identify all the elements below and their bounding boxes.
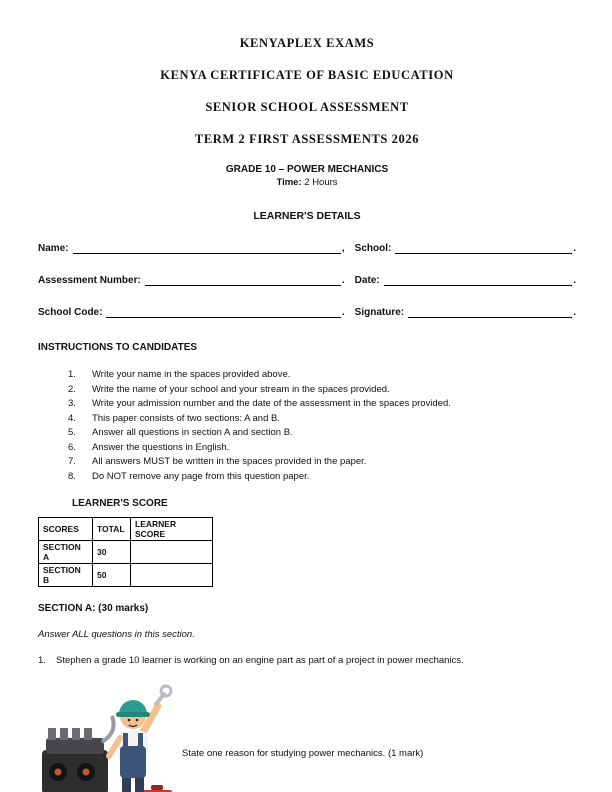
instruction-number: 5. [68, 427, 76, 438]
score-cell-learner-blank [131, 563, 213, 586]
instruction-text: Answer all questions in section A and section B. [92, 427, 293, 438]
instruction-text: Write your admission number and the date of the assessment in the spaces provided. [92, 398, 451, 409]
instructions-title: INSTRUCTIONS TO CANDIDATES [38, 342, 198, 353]
question-1 [38, 655, 576, 666]
score-header-learner: LEARNER SCORE [131, 517, 213, 540]
instruction-item [68, 442, 576, 453]
instruction-item [68, 413, 576, 424]
instruction-item [68, 398, 576, 409]
name-write-in-line [73, 244, 341, 254]
score-row-section-b [39, 563, 213, 586]
section-a-title: SECTION A: (30 marks) [38, 602, 149, 614]
instruction-item [68, 471, 576, 482]
score-cell-section: SECTION A [39, 540, 93, 563]
date-field-label: Date: [354, 275, 380, 286]
name-field-label: Name: [38, 243, 69, 254]
learner-score-title: LEARNER'S SCORE [72, 497, 168, 509]
instructions-list [68, 369, 576, 482]
instruction-text: This paper consists of two sections: A and B. [92, 412, 280, 424]
punct: . [573, 307, 576, 318]
instruction-item [68, 384, 576, 395]
exam-board-title: KENYAPLEX EXAMS [239, 36, 375, 50]
time-line [38, 177, 576, 188]
learner-details-title: LEARNER'S DETAILS [253, 210, 361, 222]
assessment-number-field-label: Assessment Number: [38, 275, 141, 286]
instruction-number: 4. [68, 412, 76, 424]
grade-subject-line: GRADE 10 – POWER MECHANICS [225, 164, 389, 175]
score-cell-total: 30 [93, 540, 131, 563]
school-code-field-label: School Code: [38, 307, 103, 318]
term-title: TERM 2 FIRST ASSESSMENTS 2026 [194, 132, 420, 146]
score-cell-section: SECTION B [39, 563, 93, 586]
time-value: 2 Hours [304, 177, 338, 188]
engine-block [42, 716, 114, 792]
details-row-name-school [38, 243, 576, 254]
score-cell-total: 50 [93, 563, 131, 586]
learner-score-table [38, 517, 213, 587]
punct: . [573, 243, 576, 254]
details-row-code-signature [38, 307, 576, 318]
question-1-figure-row [38, 672, 576, 792]
signature-field-label: Signature: [354, 307, 405, 318]
question-1-text: Stephen a grade 10 learner is working on an engine part as part of a project in power mechanics. [56, 654, 464, 666]
mechanic-figure [109, 686, 171, 792]
instruction-number: 8. [68, 470, 76, 482]
punct: . [341, 307, 345, 318]
toolbox [142, 785, 172, 792]
punct: , [341, 243, 345, 254]
school-write-in-line [395, 244, 572, 254]
instruction-number: 2. [68, 383, 76, 395]
instruction-text: Do NOT remove any page from this question paper. [92, 470, 310, 482]
instruction-text: Write the name of your school and your stream in the spaces provided. [92, 383, 390, 395]
section-a-note: Answer ALL questions in this section. [38, 628, 195, 640]
instruction-text: All answers MUST be written in the spaces provided in the paper. [92, 456, 367, 467]
punct: . [341, 275, 345, 286]
score-header-total: TOTAL [93, 517, 131, 540]
school-field-label: School: [354, 243, 392, 254]
instruction-item [68, 456, 576, 467]
score-row-section-a [39, 540, 213, 563]
mechanic-with-engine-illustration [38, 672, 178, 792]
score-header-row [39, 517, 213, 540]
question-1-number: 1. [38, 654, 46, 666]
punct: . [573, 275, 576, 286]
instruction-number: 7. [68, 456, 76, 467]
score-header-scores: SCORES [39, 517, 93, 540]
instruction-number: 3. [68, 398, 76, 409]
assessment-title: SENIOR SCHOOL ASSESSMENT [205, 100, 409, 114]
certificate-title: KENYA CERTIFICATE OF BASIC EDUCATION [160, 68, 454, 82]
time-label: Time: [276, 177, 302, 188]
school-code-write-in-line [106, 308, 340, 318]
date-write-in-line [384, 276, 573, 286]
instruction-number: 6. [68, 441, 76, 453]
score-cell-learner-blank [131, 540, 213, 563]
signature-write-in-line [408, 308, 572, 318]
instruction-text: Write your name in the spaces provided above. [92, 369, 291, 380]
instruction-item [68, 427, 576, 438]
question-1-prompt: State one reason for studying power mechanics. (1 mark) [182, 747, 424, 759]
details-row-number-date [38, 275, 576, 286]
instruction-text: Answer the questions in English. [92, 441, 230, 453]
instruction-item [68, 369, 576, 380]
instruction-number: 1. [68, 369, 76, 380]
assessment-number-write-in-line [145, 276, 341, 286]
